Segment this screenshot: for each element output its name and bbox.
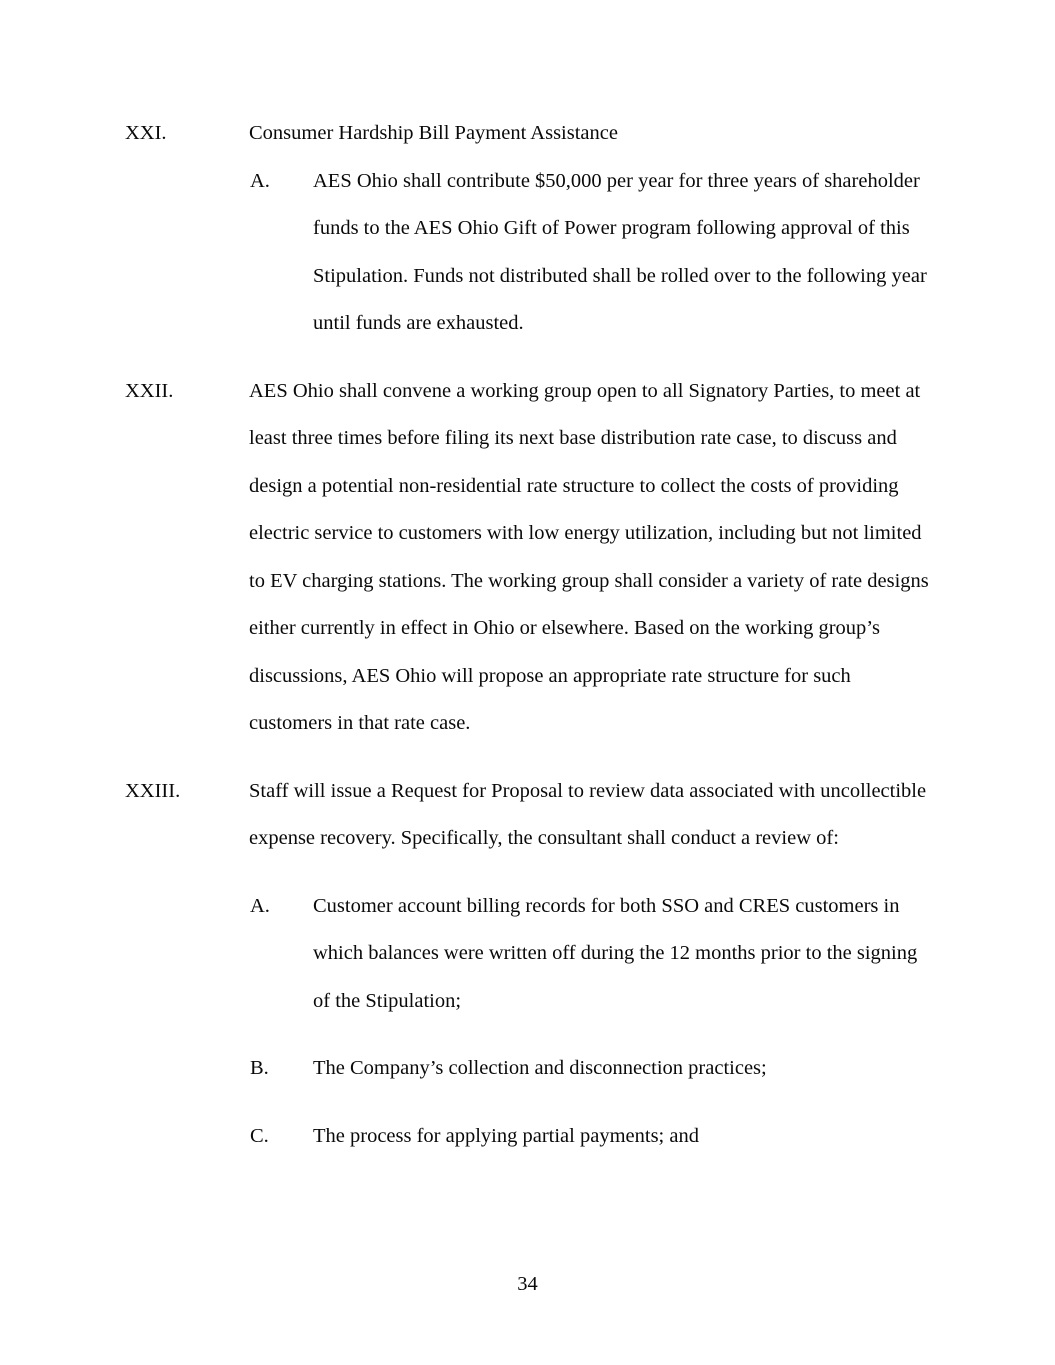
section-xxi: [125, 110, 930, 348]
list-item: [249, 883, 930, 1026]
section-xxii: [125, 368, 930, 748]
page-footer: [0, 1272, 1055, 1297]
list-item-text: Customer account billing records for both SSO and CRES customers in which balances were written off during the 12 months prior to the signing of the Stipulation;: [313, 894, 918, 1012]
document-body: [125, 110, 930, 1160]
section-text: AES Ohio shall convene a working group open to all Signatory Parties, to meet at least three times before filing its next base distribution rate case, to discuss and design a potential non-residential rate structure to collect the costs of providing electric service to customers with low energy utilization, including but not limited to EV charging stations. The working group shall consider a variety of rate designs either currently in effect in Ohio or elsewhere. Based on the working group’s discussions, AES Ohio will propose an appropriate rate structure for such customers in that rate case.: [249, 379, 929, 734]
section-xxiii: [125, 768, 930, 1161]
section-body: [249, 110, 930, 348]
section-body: [249, 768, 930, 1161]
list-item-label: A.: [250, 169, 270, 192]
page-number: 34: [517, 1273, 538, 1295]
list-item-label: C.: [250, 1124, 269, 1147]
list-item-label: B.: [250, 1057, 269, 1079]
section-body: [249, 368, 930, 748]
list-item-text: The process for applying partial payments; and: [313, 1124, 699, 1147]
section-number: XXI.: [125, 122, 167, 144]
section-heading: Consumer Hardship Bill Payment Assistance: [249, 122, 618, 144]
list-item-text: AES Ohio shall contribute $50,000 per year for three years of shareholder funds to the AES Ohio Gift of Power program following approval of this Stipulation. Funds not distributed shall be rolled over to the following year until funds are exhausted.: [313, 169, 927, 334]
section-text: Staff will issue a Request for Proposal to review data associated with uncollectible expense recovery. Specifically, the consultant shall conduct a review of:: [249, 779, 927, 849]
section-number: XXIII.: [125, 779, 181, 802]
list-item-text: The Company’s collection and disconnection practices;: [313, 1057, 767, 1079]
list-item: [249, 158, 930, 348]
section-number: XXII.: [125, 379, 174, 402]
list-item: [249, 1045, 930, 1093]
list-item-label: A.: [250, 894, 270, 917]
list-item: [249, 1113, 930, 1161]
